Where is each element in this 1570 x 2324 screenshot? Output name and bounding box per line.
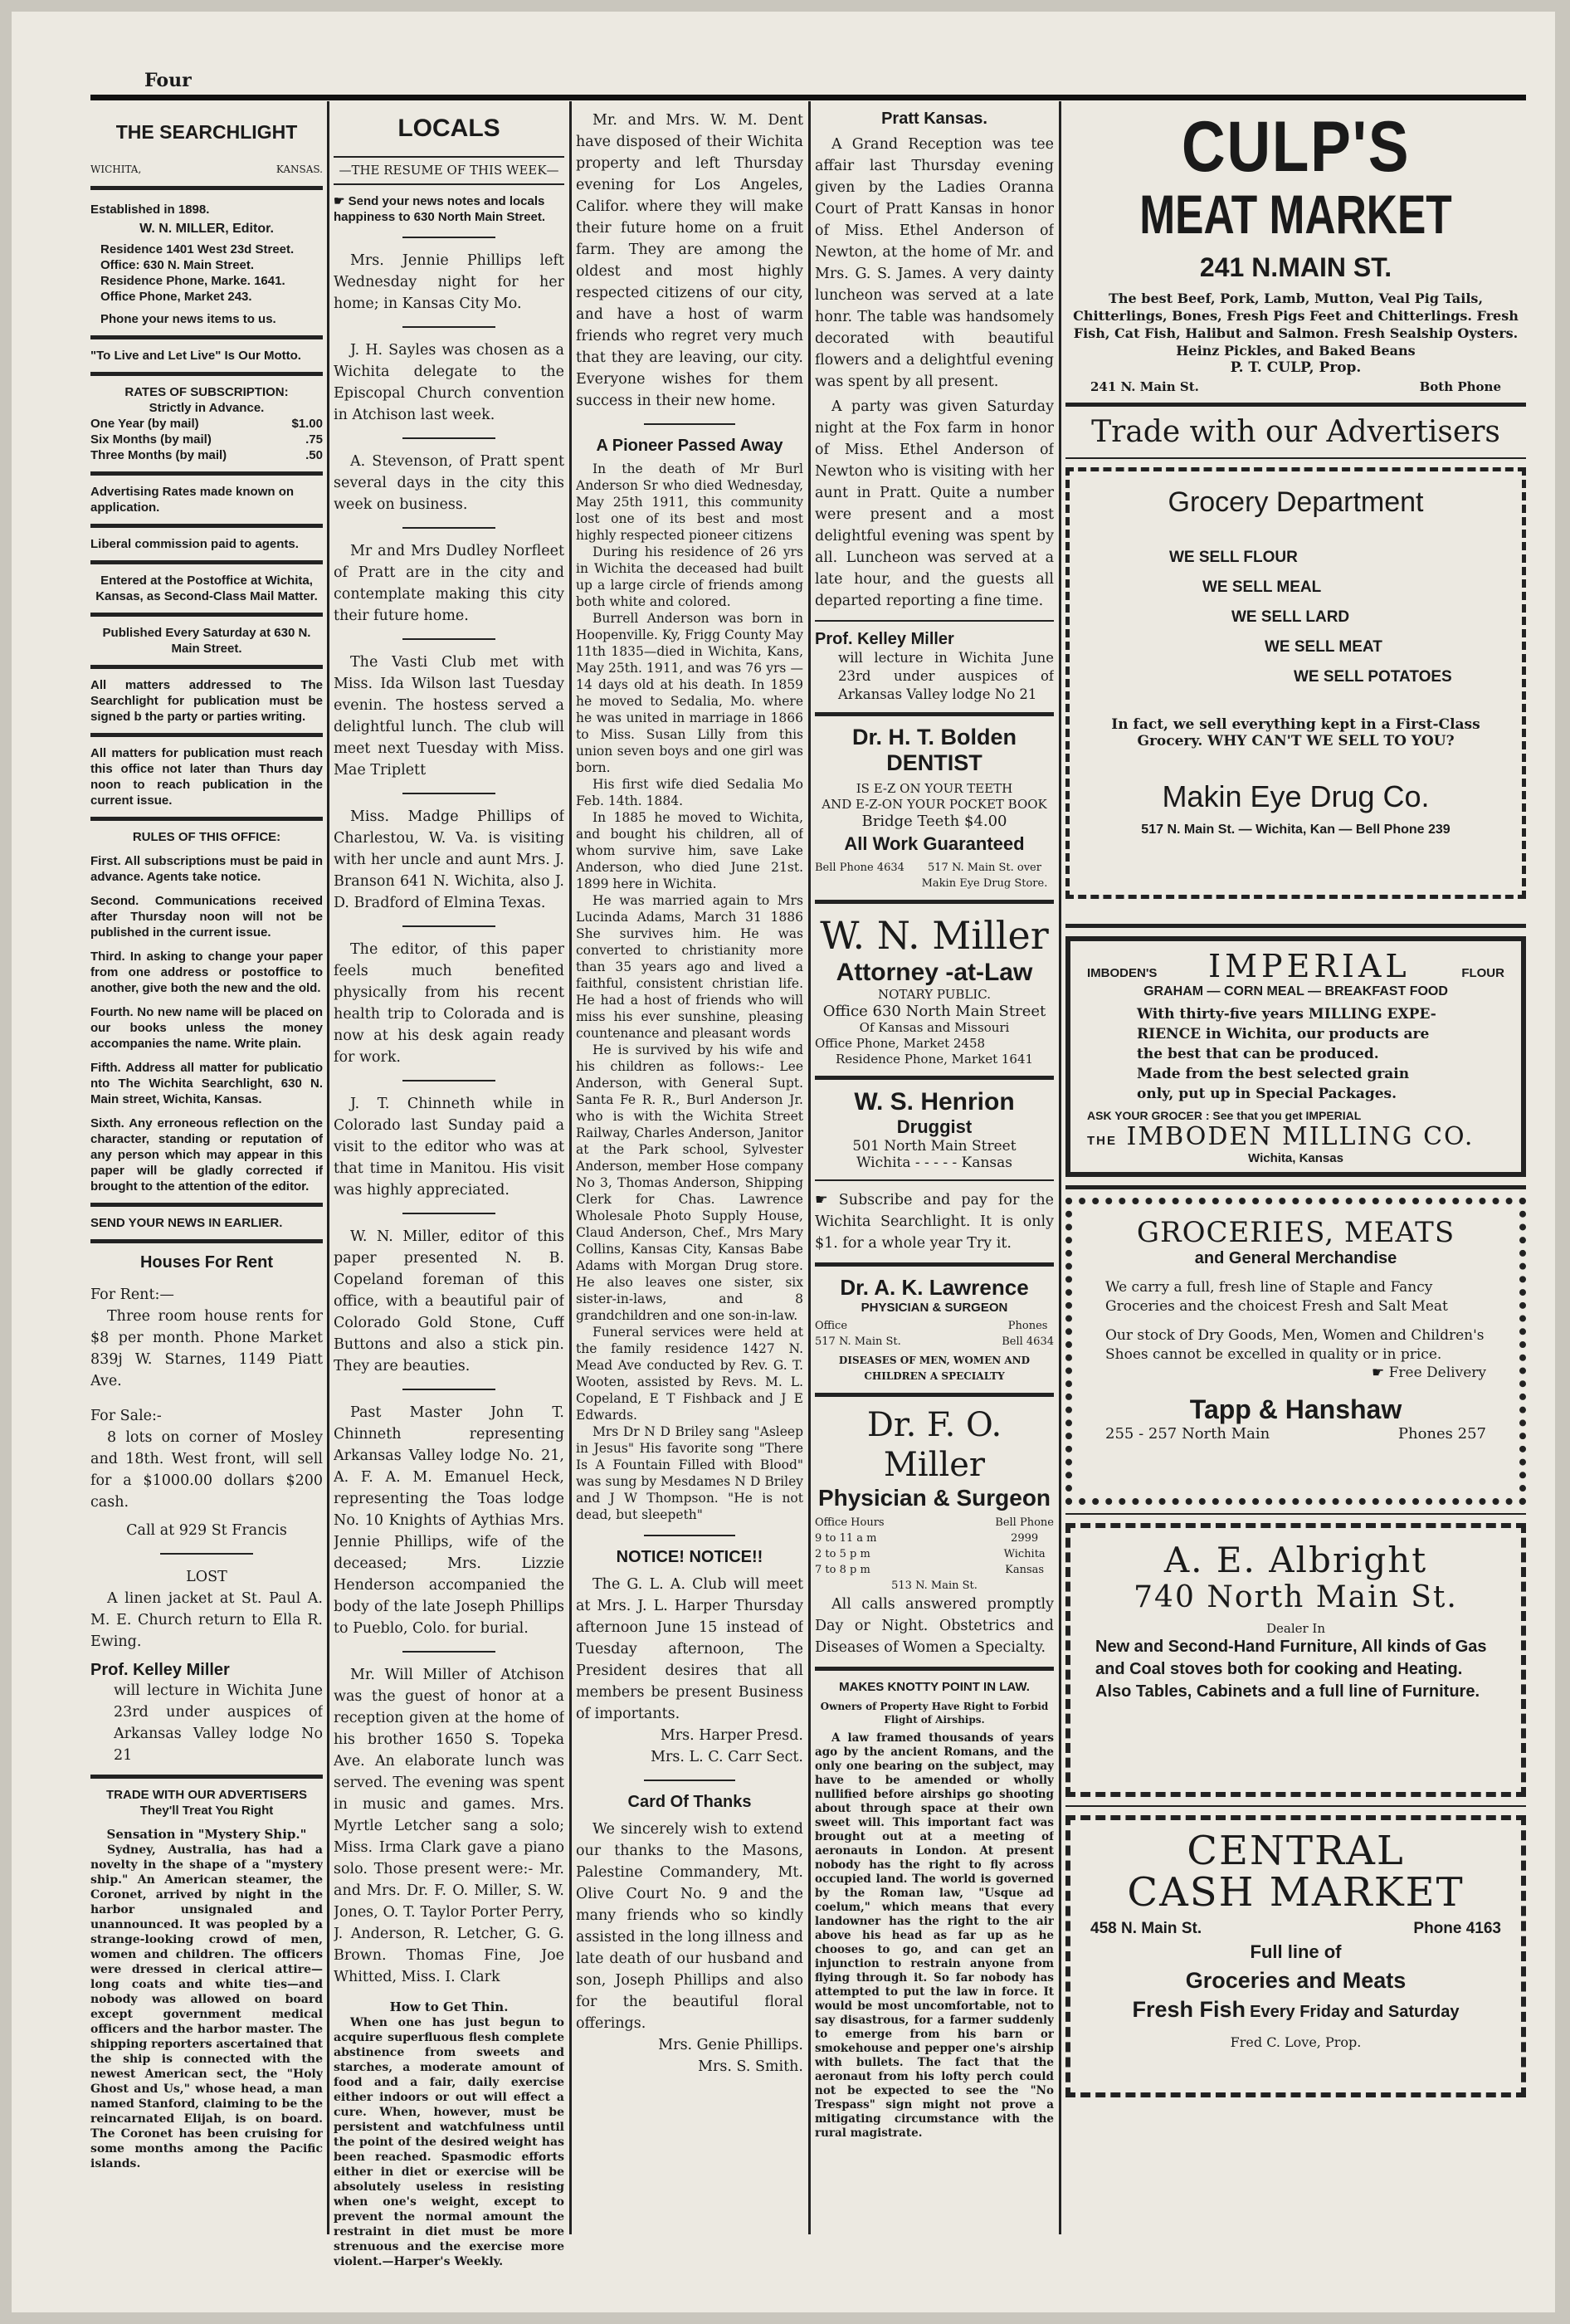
tapp-name: Tapp & Hanshaw: [1189, 1394, 1402, 1424]
central-prop: Fred C. Love, Prop.: [1230, 2034, 1362, 2050]
divider: [402, 1080, 495, 1081]
miller-office: Office 630 North Main Street: [822, 1003, 1046, 1020]
rule-item: Second. Communications received after Thursday noon will not be published in the current issue.: [90, 894, 323, 940]
rule-item: First. All subscriptions must be paid in advance. Agents take notice.: [90, 854, 323, 884]
masthead-location: [90, 162, 323, 178]
albright-text: New and Second-Hand Furniture, All kinds of Gas and Coal stoves both for cooking and Heating. Also Tables, Cabinets and a full line of Furniture.: [1095, 1638, 1487, 1701]
column-ads: [1065, 110, 1526, 2106]
editor: W. N. MILLER, Editor.: [139, 222, 274, 236]
miller-title: Attorney -at-Law: [836, 959, 1033, 986]
divider: [644, 423, 735, 425]
divider: [815, 620, 1054, 622]
pratt-text: A party was given Saturday night at the Fox farm in honor of Miss. Ethel Anderson of Newton who is visiting with her aunt in Pratt. Quite a number were present and a most delightful evening was spent by all. Luncheon was served at a late hour, and the guests all departed reporting a fine time.: [815, 398, 1054, 609]
divider: [402, 237, 495, 238]
culp-subtitle: MEAT MARKET: [1139, 183, 1452, 245]
bolden-line: Bridge Teeth $4.00: [861, 813, 1007, 830]
divider: [815, 900, 1054, 904]
office-phone: Office Phone, Market 243.: [100, 290, 252, 304]
lawrence-diseases: DISEASES OF MEN, WOMEN AND CHILDREN A SPECIALTY: [838, 1355, 1031, 1382]
divider: [815, 712, 1054, 716]
culp-prop: P. T. CULP, Prop.: [1230, 359, 1362, 376]
divider: [644, 1535, 735, 1536]
rates-subtitle: Strictly in Advance.: [149, 401, 265, 415]
thin-title: How to Get Thin.: [389, 1999, 509, 2014]
rule-item: Sixth. Any erroneous reflection on the character, standing or reputation of any person which may appear in this paper will be gladly corrected if brought to the attention of the editor.: [90, 1116, 323, 1194]
fo-title: Physician & Surgeon: [817, 1485, 1051, 1511]
divider: [90, 1775, 323, 1779]
houses-title: Houses For Rent: [139, 1253, 274, 1272]
divider: [815, 1262, 1054, 1267]
knotty-text: A law framed thousands of years ago by the ancient Romans, and the only one bearing on the subject, may have to be amended or wholly nullified before airships go shooting about through space at their own sweet will. This important fact was brought out at a meeting of aeronauts in London. At present nobody has the right to fly across occupied land. The world is governed by the Roman law, "Usque ad coelum," which means that every landowner has the right to the air above his head as far up as he chooses to go, and can get an injunction to restrain anyone from flying through it. So far nobody has attempted to put the law in force. It would be most uncomfortable, not to say disastrous, for a farmer suddenly to emerge from his barn or smokehouse and pepper one's airship with bullets. The fact that the aeronaut from his lofty perch could not be expected to see the "No Trespass" sign might not prove a mitigating circumstance with the rural magistrate.: [815, 1731, 1054, 2140]
central-contact: 458 N. Main St. Phone 4163: [1090, 1920, 1501, 1937]
local-item: A. Stevenson, of Pratt spent several days in the city this week on business.: [334, 453, 564, 513]
residence-phone: Residence Phone, Marke. 1641.: [100, 274, 285, 288]
culp-text: The best Beef, Pork, Lamb, Mutton, Veal Pig Tails, Chitterlings, Bones, Fresh Pigs Feet and Chitterlings. Fresh Fish, Cat Fish, Halibut and Salmon. Fresh Sealship Oysters. Heinz Pickles, and Baked Beans: [1073, 290, 1519, 359]
divider: [815, 1393, 1054, 1397]
matters-signed: All matters addressed to The Searchlight for publication must be signed b the party or parties writing.: [90, 678, 323, 724]
masthead-city: WICHITA,: [90, 164, 142, 175]
divider: [1065, 924, 1526, 928]
imboden-header: IMBODEN'S IMPERIAL FLOUR: [1087, 948, 1504, 984]
tapp-delivery: ☛ Free Delivery: [1371, 1365, 1486, 1381]
kelley-text: will lecture in Wichita June 23rd under auspices of Arkansas Valley lodge No 21: [838, 650, 1054, 702]
newspaper-page: [12, 12, 1555, 2312]
fo-details: Office Hours 9 to 11 a m 2 to 5 p m 7 to 8 p m Bell Phone 2999 Wichita Kansas: [815, 1516, 1054, 1576]
albright-ad: [1065, 1523, 1526, 1797]
makin-address: 517 N. Main St. — Wichita, Kan — Bell Phone 239: [1141, 823, 1451, 837]
residence: Residence 1401 West 23d Street.: [100, 242, 295, 256]
for-sale-text: 8 lots on corner of Mosley and 18th. West front, will sell for a $1000.00 dollars $200 cash.: [90, 1429, 323, 1511]
henrion-name: W. S. Henrion: [854, 1088, 1015, 1116]
divider: [815, 1076, 1054, 1080]
motto: "To Live and Let Live" Is Our Motto.: [90, 349, 301, 363]
rates-title: RATES OF SUBSCRIPTION:: [124, 385, 289, 399]
pioneer-paragraph: Burrell Anderson was born in Hoopenville. Ky, Frigg County May 11th 1835—died in Wichita, Kans, May 25th. 1911, and was 76 yrs — 14 days old at his death. In 1859 he moved to Sedalia, Mo. where he was united in marriage in 1866 to Miss. Susan Lilly from this union seven boys and one girl was born.: [576, 611, 803, 775]
bolden-name: Dr. H. T. Bolden: [851, 725, 1017, 749]
rate-row: Six Months (by mail) .75: [90, 432, 323, 447]
grocery-item: WE SELL MEAL: [1202, 579, 1322, 596]
pointing-hand-icon: ☛: [334, 194, 349, 208]
imboden-line: RIENCE in Wichita, our products are: [1137, 1026, 1430, 1042]
henrion-city: Wichita - - - - - Kansas: [856, 1155, 1012, 1171]
column-rule: [327, 101, 329, 2234]
knotty-title: MAKES KNOTTY POINT IN LAW.: [839, 1680, 1030, 1694]
divider: [90, 560, 323, 564]
imboden-big: IMPERIAL: [1208, 948, 1411, 984]
henrion-title: Druggist: [896, 1116, 973, 1137]
divider: [402, 638, 495, 640]
column-masthead: [90, 110, 323, 2171]
thin-text: When one has just begun to acquire superfluous flesh complete abstinence from sweets and starches, a moderate amount of food and a fair, daily exercise either indoors or out will effect a cure. When, however, must be persistent and watchfulness until the point of the desired weight has been reached. Spasmodic efforts either in diet or exercise will be absolutely useless in resisting when one's weight, except to prevent the normal amount the restraint in diet must be more strenuous and the exercise more violent.—Harper's Weekly.: [334, 2016, 564, 2268]
grocery-item: WE SELL MEAT: [1265, 638, 1382, 656]
tapp-text: Our stock of Dry Goods, Men, Women and Children's Shoes cannot be excelled in quality or in price.: [1105, 1327, 1485, 1363]
rules-title: RULES OF THIS OFFICE:: [132, 830, 281, 844]
kelley-name: Prof. Kelley Miller: [90, 1661, 230, 1679]
tapp-title: GROCERIES, MEATS: [1136, 1216, 1455, 1249]
divider: [815, 1179, 1054, 1181]
local-item: The editor, of this paper feels much benefited physically from his recent health trip to Colorada and is now at his desk again ready for work.: [334, 941, 564, 1066]
divider: [402, 326, 495, 328]
culp-address: 241 N.MAIN ST.: [1199, 252, 1392, 282]
rate-row: One Year (by mail) $1.00: [90, 417, 323, 431]
trade-header: Trade with our Advertisers: [1091, 415, 1500, 449]
local-item: J. H. Sayles was chosen as a Wichita delegate to the Episcopal Church convention in Atchison last week.: [334, 342, 564, 423]
divider: [1065, 403, 1526, 407]
divider: [815, 1667, 1054, 1671]
divider: [402, 925, 495, 927]
local-item: J. T. Chinneth while in Colorado last Sunday paid a visit to the editor who was at that time in Manitou. His visit was highly appreciated.: [334, 1096, 564, 1199]
local-item: The Vasti Club met with Miss. Ida Wilson last Tuesday evenin. The hostess served a delightful lunch. The club will meet next Tuesday with Miss. Mae Triplett: [334, 654, 564, 779]
matters-deadline: All matters for publication must reach this office not later than Thurs day noon to reach publication in the current issue.: [90, 746, 323, 808]
pioneer-paragraph: Funeral services were held at the family residence 1427 N. Mead Ave conducted by Rev. G. T. Wooten, assisted by Revs. M. L. Copeland, E T Fishback and J E Edwards.: [576, 1325, 803, 1423]
grocery-title: Grocery Department: [1168, 486, 1424, 518]
local-item: W. N. Miller, editor of this paper presented N. B. Copeland foreman of this office, with a beautiful pair of Colorado Gold Stone, Cuff Buttons and also a stick pin. They are beauties.: [334, 1228, 564, 1374]
imboden-ad: [1065, 936, 1526, 1177]
imboden-line: Made from the best selected grain: [1137, 1066, 1410, 1082]
pioneer-paragraph: In the death of Mr Burl Anderson Sr who died Wednesday, May 25th 1911, this community lost one of its best and most highly respected pioneer citizens: [576, 461, 803, 543]
thanks-sign: Mrs. S. Smith.: [698, 2058, 803, 2075]
resume-heading: —THE RESUME OF THIS WEEK—: [339, 163, 559, 178]
divider: [90, 471, 323, 476]
pioneer-paragraph: He is survived by his wife and his children as follows:- Lee Anderson, with General Supt. Santa Fe R. R., Burl Anderson Jr. who is with the Wichita Street Railway, Charles Anderson, Janitor at the Park school, Sylvester Anderson, member Hose company No 3, Thomas Anderson, Shipping Clerk for Chas. Lawrence Wholesale Photo Supply House, Claud Anderson, Chef., Mrs Mary Collins, Kansas City, Kansas Babe Adams with Morgan Drug store. He also leaves one sister, six sister-in-laws, and 8 grandchildren and one son-in-law.: [576, 1042, 803, 1323]
fo-name: Dr. F. O. Miller: [866, 1406, 1002, 1484]
divider: [402, 437, 495, 439]
divider: [90, 1203, 323, 1207]
imboden-city: Wichita, Kansas: [1248, 1151, 1343, 1165]
divider: [90, 186, 323, 190]
divider: [90, 665, 323, 669]
central-ad: [1065, 1815, 1526, 2097]
divider: [1065, 457, 1526, 459]
culp-ad: [1065, 110, 1526, 394]
advertising-rates: Advertising Rates made known on application.: [90, 485, 295, 515]
divider: [402, 1389, 495, 1390]
local-item: Past Master John T. Chinneth representing Arkansas Valley lodge No. 21, A. F. A. M. Emanuel Heck, representing the Toas lodge No. 10 Knights of Aythias Mrs. Jennie Phillips, wife of the deceased; Mrs. Lizzie Henderson accompanied the body of the late Joseph Phillips to Pueblo, Colo. for burial.: [334, 1404, 564, 1637]
trade-subtitle: They'll Treat You Right: [139, 1804, 274, 1818]
commission: Liberal commission paid to agents.: [90, 537, 299, 551]
thanks-text: We sincerely wish to extend our thanks to the Masons, Palestine Commandery, Mt. Olive Court No. 9 and the many friends who so kindly assisted in the long illness and late death of our husband and son, Joseph Phillips and also for the beautiful floral offerings.: [576, 1821, 803, 2032]
central-groceries: Groceries and Meats: [1185, 1968, 1407, 1993]
pratt-text: A Grand Reception was tee affair last Thursday evening given by the Ladies Oranna Court of Pratt Kansas in honor of Miss. Ethel Anderson of Newton, at the home of Mr. and Mrs. G. S. James. A very dainty luncheon was served at a late honr. The table was handsomely decorated with beautiful flowers and a delightful evening was spent by all present.: [815, 136, 1054, 390]
pioneer-paragraph: During his residence of 26 yrs in Wichita the deceased had built up a large circle of friends among both white and colored.: [576, 544, 803, 609]
rule-item: Fourth. No new name will be placed on our books unless the money accompanies the name. Write plain.: [90, 1005, 323, 1051]
bolden-line: All Work Guaranteed: [844, 833, 1025, 854]
bolden-title: DENTIST: [886, 750, 982, 775]
imboden-types: GRAHAM — CORN MEAL — BREAKFAST FOOD: [1143, 984, 1448, 998]
divider: [90, 1239, 323, 1243]
postoffice-entry: Entered at the Postoffice at Wichita, Kansas, as Second-Class Mail Matter.: [95, 574, 318, 603]
thanks-title: Card Of Thanks: [627, 1793, 752, 1811]
trade-title: TRADE WITH OUR ADVERTISERS: [106, 1788, 307, 1802]
divider: [644, 1780, 735, 1781]
top-rule: [90, 95, 1526, 100]
bolden-line: IS E-Z ON YOUR TEETH: [856, 781, 1013, 796]
divider: [402, 1213, 495, 1214]
divider: [402, 1651, 495, 1653]
lost-text: A linen jacket at St. Paul A. M. E. Church return to Ella R. Ewing.: [90, 1590, 323, 1650]
lawrence-contact: Office 517 N. Main St. Phones Bell 4634: [815, 1320, 1054, 1348]
rule-item: Third. In asking to change your paper from one address or postoffice to another, give both the new and the old.: [90, 950, 323, 995]
dent-text: Mr. and Mrs. W. M. Dent have disposed of their Wichita property and left Thursday evening for Los Angeles, Califor. where they will make their future home on a fruit farm. They are among the oldest and most highly respected citizens of our city, and have a host of warm friends who regret very much that they are leaving, our city. Everyone wishes for them success in their new home.: [576, 112, 803, 409]
fo-text: All calls answered promptly Day or Night. Obstetrics and Diseases of Women a Specialty.: [815, 1596, 1054, 1656]
fo-address: 513 N. Main St.: [891, 1579, 978, 1592]
makin-name: Makin Eye Drug Co.: [1162, 779, 1430, 813]
divider: [1065, 1513, 1526, 1515]
rate-row: Three Months (by mail) .50: [90, 448, 323, 462]
grocery-text: In fact, we sell everything kept in a First-Class Grocery. WHY CAN'T WE SELL TO YOU?: [1111, 716, 1480, 749]
imboden-company: THE IMBODEN MILLING CO.: [1087, 1122, 1475, 1151]
pioneer-paragraph: His first wife died Sedalia Mo Feb. 14th. 1884.: [576, 777, 803, 808]
central-full: Full line of: [1250, 1941, 1342, 1962]
divider: [402, 793, 495, 794]
for-rent-text: Three room house rents for $8 per month. Phone Market 839j W. Starnes, 1149 Piatt Ave.: [90, 1308, 323, 1389]
divider: [90, 372, 323, 376]
grocery-item: WE SELL FLOUR: [1169, 549, 1298, 566]
imboden-line: With thirty-five years MILLING EXPE-: [1137, 1006, 1436, 1023]
established: Established in 1898.: [90, 203, 210, 217]
notice-sign: Mrs. Harper Presd.: [660, 1727, 803, 1744]
masthead-state: KANSAS.: [275, 164, 323, 175]
lost-title: LOST: [186, 1569, 227, 1585]
miller-name: W. N. Miller: [820, 913, 1049, 958]
pointing-hand-icon: ☛: [1371, 1365, 1389, 1381]
office-address: Office: 630 N. Main Street.: [100, 258, 255, 272]
knotty-subtitle: Owners of Property Have Right to Forbid Flight of Airships.: [820, 1701, 1049, 1726]
culp-footer: 241 N. Main St. Both Phone: [1090, 379, 1501, 394]
locals-title: LOCALS: [397, 115, 500, 142]
column-locals: [334, 110, 564, 2269]
divider: [402, 527, 495, 529]
mystery-title: Sensation in "Mystery Ship.": [106, 1827, 307, 1842]
divider: [334, 156, 564, 158]
published-note: Published Every Saturday at 630 N. Main Street.: [102, 626, 311, 656]
imboden-line: only, put up in Special Packages.: [1137, 1086, 1397, 1102]
local-item: Miss. Madge Phillips of Charlestou, W. Va. is visiting with her uncle and aunt Mrs. J. Branson 641 N. Wichita, also J. D. Bradford of Elmina Texas.: [334, 808, 564, 911]
imboden-ask: ASK YOUR GROCER : See that you get IMPERIAL: [1087, 1109, 1362, 1122]
central-line2: CASH MARKET: [1127, 1869, 1465, 1916]
grocery-item: WE SELL LARD: [1231, 608, 1350, 626]
pioneer-paragraph: In 1885 he moved to Wichita, and bought his children, all of whom survive him, save Lake Anderson, who died June 21st. 1899 here in Wichita.: [576, 810, 803, 891]
notice-title: NOTICE! NOTICE!!: [616, 1548, 763, 1566]
send-notes: ☛ Send your news notes and locals happiness to 630 North Main Street.: [334, 194, 546, 224]
masthead-title: THE SEARCHLIGHT: [115, 121, 298, 143]
divider: [334, 183, 564, 185]
phone-news: Phone your news items to us.: [100, 312, 276, 326]
column-rule: [569, 101, 572, 2234]
culp-title: CULP'S: [1181, 110, 1411, 187]
kelley-name: Prof. Kelley Miller: [815, 630, 954, 648]
pioneer-paragraph: Mrs Dr N D Briley sang "Asleep in Jesus" His favorite song "There Is A Fountain Filled with Blood" was sung by Mesdames N D Briley and J W Thompson. "He is not dead, but sleepeth": [576, 1424, 803, 1522]
column-news: [576, 110, 803, 2077]
tapp-footer: 255 - 257 North Main Phones 257: [1105, 1425, 1486, 1443]
pratt-title: Pratt Kansas.: [881, 110, 987, 128]
column-rule: [1059, 101, 1061, 2234]
albright-name: A. E. Albright: [1163, 1540, 1428, 1580]
bolden-footer: Bell Phone 4634 517 N. Main St. over Makin Eye Drug Store.: [815, 862, 1048, 890]
central-fish-line: Fresh Fish Every Friday and Saturday: [1132, 1997, 1460, 2022]
tapp-ad: [1065, 1198, 1526, 1505]
divider: [90, 817, 323, 821]
lawrence-title: PHYSICIAN & SURGEON: [861, 1301, 1008, 1315]
pointing-hand-icon: ☛: [815, 1192, 839, 1208]
divider: [90, 613, 323, 617]
grocery-item: WE SELL POTATOES: [1294, 668, 1452, 686]
miller-residence-phone: Residence Phone, Market 1641: [835, 1052, 1034, 1067]
subscribe-text: ☛ Subscribe and pay for the Wichita Searchlight. It is only $1. for a whole year Try it.: [815, 1192, 1054, 1252]
miller-notary: NOTARY PUBLIC.: [877, 987, 992, 1002]
rule-item: Fifth. Address all matter for publicatio nto The Wichita Searchlight, 630 N. Main street, Wichita, Kansas.: [90, 1061, 323, 1106]
imboden-line: the best that can be produced.: [1137, 1046, 1379, 1062]
kelley-text: will lecture in Wichita June 23rd under auspices of Arkansas Valley lodge No 21: [114, 1682, 323, 1764]
tapp-text: We carry a full, fresh line of Staple and Fancy Groceries and the choicest Fresh and Salt Meat: [1105, 1279, 1448, 1315]
divider: [160, 1553, 253, 1555]
column-rule: [808, 101, 811, 2234]
mystery-text: Sydney, Australia, has had a novelty in the shape of a "mystery ship." An American steamer, the Coronet, arrived by night in the harbor unsignaled and unannounced. It was peopled by a strange-looking crowd of men, women and children. The officers were dressed in clerical attire—long coats and white ties—and nobody was allowed on board except government medical officers and the harbor master. The shipping reporters ascertained that the ship is connected with the newest American sect, the "Holy Ghost and Us," whose head, a man named Stanford, claiming to be the reincarnated Elijah, is on board. The Coronet has been cruising for some months among the Pacific islands.: [90, 1843, 323, 2170]
divider: [90, 335, 323, 339]
thanks-sign: Mrs. Genie Phillips.: [658, 2037, 803, 2053]
for-rent-label: For Rent:—: [90, 1286, 174, 1303]
for-sale-label: For Sale:-: [90, 1408, 162, 1424]
local-item: Mrs. Jennie Phillips left Wednesday night for her home; in Kansas City Mo.: [334, 252, 564, 312]
send-news-earlier: SEND YOUR NEWS IN EARLIER.: [90, 1216, 283, 1230]
local-item: Mr and Mrs Dudley Norfleet of Pratt are in the city and contemplate making this city their future home.: [334, 543, 564, 624]
bolden-line: AND E-Z-ON YOUR POCKET BOOK: [822, 797, 1047, 812]
notice-sign: Mrs. L. C. Carr Sect.: [651, 1749, 803, 1765]
lawrence-name: Dr. A. K. Lawrence: [840, 1275, 1029, 1300]
column-professional: [815, 110, 1054, 2141]
divider: [90, 524, 323, 528]
call-at: Call at 929 St Francis: [126, 1522, 287, 1539]
miller-practice: Of Kansas and Missouri: [859, 1020, 1010, 1035]
henrion-address: 501 North Main Street: [852, 1138, 1017, 1155]
page-number: Four: [144, 70, 192, 91]
divider: [1065, 1185, 1526, 1189]
central-line1: CENTRAL: [1187, 1828, 1405, 1874]
grocery-ad: [1065, 467, 1526, 899]
albright-address: 740 North Main St.: [1134, 1580, 1458, 1614]
divider: [1065, 1805, 1526, 1807]
pioneer-paragraph: He was married again to Mrs Lucinda Adams, March 31 1886 She survives him. He was converted to christianity more than 35 years ago and lived a faithful, consistent christian life. He had a host of friends who will miss his ever sunshine, pleasing countenance and pleasant words: [576, 893, 803, 1041]
tapp-subtitle: and General Merchandise: [1194, 1249, 1397, 1267]
local-item: Mr. Will Miller of Atchison was the guest of honor at a reception given at the home of his brother 1650 S. Topeka Ave. An elaborate lunch was served. The evening was spent in music and games. Mrs. Myrtle Letcher sang a solo; Miss. Irma Clark gave a piano solo. Those present were:- Mr. and Mrs. Dr. F. O. Miller, S. W. Jones, O. T. Taylor Porter Perry, J. Anderson, R. Letcher, G. G. Brown. Thomas Fine, Joe Whitted, Miss. I. Clark: [334, 1667, 564, 1985]
albright-dealer: Dealer In: [1265, 1621, 1326, 1636]
divider: [90, 733, 323, 737]
pioneer-title: A Pioneer Passed Away: [596, 437, 783, 455]
miller-office-phone: Office Phone, Market 2458: [815, 1036, 986, 1051]
notice-text: The G. L. A. Club will meet at Mrs. J. L. Harper Thursday afternoon June 15 instead of Tuesday afternoon, The President desires that all members be present Business of importants.: [576, 1576, 803, 1722]
